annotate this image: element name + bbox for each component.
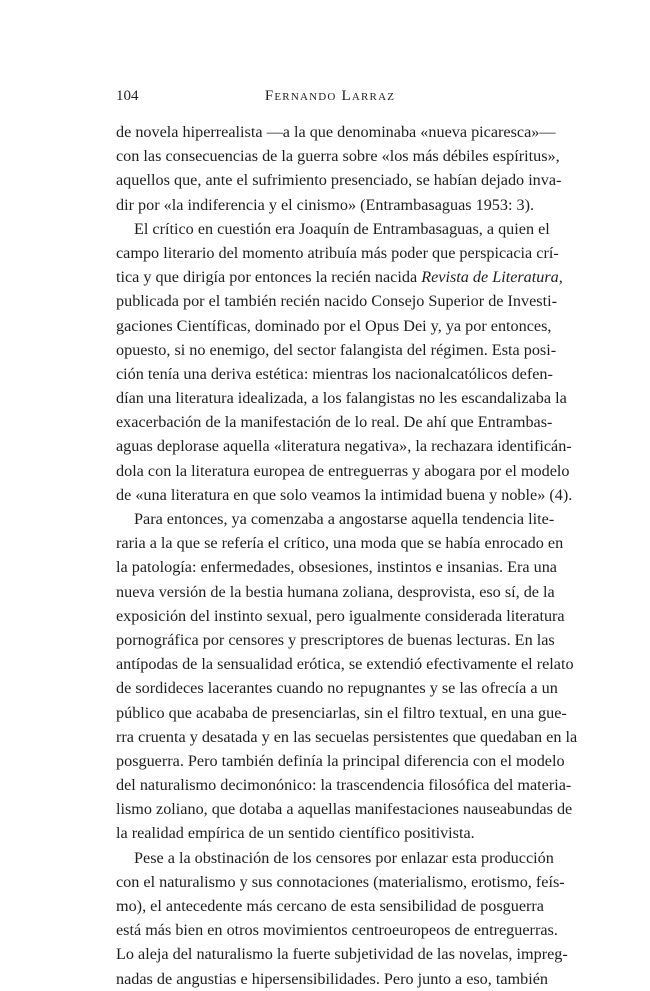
text-line: antípodas de la sensualidad erótica, se extendió efectivamente el relato	[116, 655, 574, 674]
text-line: publicada por el también recién nacido Consejo Superior de Investi-	[116, 292, 557, 311]
text-line: aquellos que, ante el sufrimiento presenciado, se habían dejado inva-	[116, 171, 562, 190]
text-line: con las consecuencias de la guerra sobre «los más débiles espíritus»,	[116, 147, 560, 166]
page-number: 104	[116, 88, 139, 104]
text-line	[116, 265, 563, 289]
text-line: nueva versión de la bestia humana zoliana, desprovista, eso sí, de la	[116, 582, 555, 601]
running-head: Fernando Larraz	[264, 88, 396, 104]
body-text	[116, 120, 578, 991]
text-line: dían una literatura idealizada, a los falangistas no les escandalizaba la	[116, 389, 567, 408]
text-line: la patología: enfermedades, obsesiones, instintos e insanias. Era una	[116, 558, 557, 577]
text-line: El crítico en cuestión era Joaquín de Entrambasaguas, a quien el	[134, 219, 550, 238]
text-line: la realidad empírica de un sentido científico positivista.	[116, 824, 475, 843]
text-line: lismo zoliano, que dotaba a aquellas manifestaciones nauseabundas de	[116, 800, 573, 819]
text-line: raria a la que se refería el crítico, una moda que se había enrocado en	[116, 534, 564, 553]
text-line: pornográfica por censores y prescriptores de buenas lecturas. En las	[116, 630, 555, 649]
text-line: dir por «la indiferencia y el cinismo» (Entrambasaguas 1953: 3).	[116, 195, 535, 214]
text-line: Pese a la obstinación de los censores por enlazar esta producción	[134, 848, 554, 867]
text-line: está más bien en otros movimientos centroeuropeos de entreguerras.	[116, 921, 558, 940]
text-line: campo literario del momento atribuía más poder que perspicacia crí-	[116, 243, 559, 262]
text-line: dola con la literatura europea de entreguerras y abogara por el modelo	[116, 461, 570, 480]
text-line: Para entonces, ya comenzaba a angostarse aquella tendencia lite-	[134, 510, 555, 528]
text-line: de sordideces lacerantes cuando no repugnantes y se las ofrecía a un	[116, 679, 558, 698]
text-line: rra cruenta y desatada y en las secuelas persistentes que quedaban en la	[116, 727, 578, 746]
text-line: exposición del instinto sexual, pero igualmente considerada literatura	[116, 606, 565, 625]
text-line: mo), el antecedente más cercano de esta sensibilidad de posguerra	[116, 897, 544, 915]
text-line: con el naturalismo y sus connotaciones (materialismo, erotismo, feís-	[116, 872, 565, 891]
text-line: posguerra. Pero también definía la principal diferencia con el modelo	[116, 751, 565, 770]
journal-title: Revista de Literatura,	[421, 268, 563, 287]
text-line: opuesto, si no enemigo, del sector falangista del régimen. Esta posi-	[116, 340, 557, 359]
text-line: de «una literatura en que solo veamos la intimidad buena y noble» (4).	[116, 485, 573, 504]
text-fragment: tica y que dirigía por entonces la recién nacida	[116, 268, 422, 287]
text-line: nadas de angustias e hipersensibilidades. Pero junto a eso, también	[116, 969, 549, 988]
text-line: del naturalismo decimonónico: la trascendencia filosófica del materia-	[116, 776, 572, 795]
text-line: de novela hiperrealista —a la que denominaba «nueva picaresca»—	[116, 123, 556, 141]
text-line: Lo aleja del naturalismo la fuerte subjetividad de las novelas, impreg-	[116, 945, 568, 964]
text-line: exacerbación de la manifestación de lo real. De ahí que Entrambas-	[116, 413, 553, 432]
text-line: público que acababa de presenciarlas, sin el filtro textual, en una gue-	[116, 703, 567, 722]
page-header	[116, 88, 544, 112]
text-line: gaciones Científicas, dominado por el Opus Dei y, ya por entonces,	[116, 316, 552, 335]
text-line: aguas deplorase aquella «literatura negativa», la rechazara identificán-	[116, 437, 572, 456]
text-line: ción tenía una deriva estética: mientras los nacionalcatólicos defen-	[116, 364, 553, 383]
